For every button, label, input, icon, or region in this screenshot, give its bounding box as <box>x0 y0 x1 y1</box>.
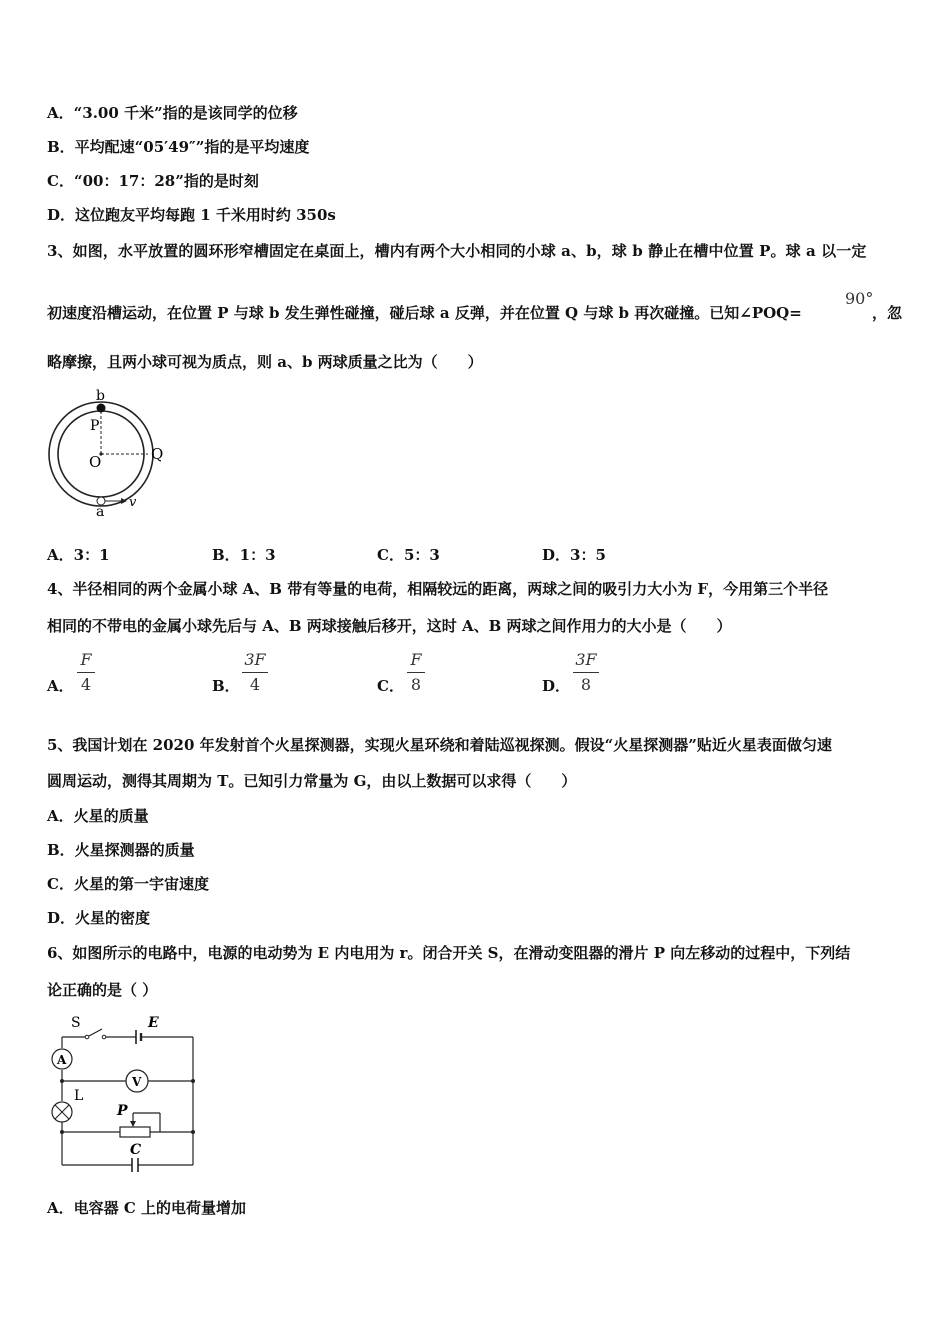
label-p: P <box>90 418 100 434</box>
label-p: P <box>117 1103 128 1119</box>
switch-contact-left <box>85 1035 89 1039</box>
q3-option-c: C．5：3 <box>377 546 440 564</box>
q4-option-b-den: 4 <box>249 675 261 694</box>
q4-option-b-fraction <box>242 650 268 694</box>
label-q: Q <box>151 445 164 463</box>
q4-option-b-label: B． <box>212 677 240 695</box>
node-left-71 <box>60 1079 64 1083</box>
q2-option-b: B．平均配速“05′49″”指的是平均速度 <box>47 138 310 156</box>
q3-stem-line2-tail: ，忽 <box>872 304 903 322</box>
slider-p-arrow <box>130 1121 136 1127</box>
label-s: S <box>71 1015 81 1031</box>
q3-stem-line3: 略摩擦，且两小球可视为质点，则 a、b 两球质量之比为（ ） <box>47 353 483 371</box>
q4-option-a-label: A． <box>47 677 74 695</box>
q4-option-c-fraction <box>407 650 425 694</box>
q6-circuit-figure <box>40 1010 215 1175</box>
q4-stem-line1: 4、半径相同的两个金属小球 A、B 带有等量的电荷，相隔较远的距离，两球之间的吸引力大小为 F，今用第三个半径 <box>47 580 829 598</box>
q4-option-d-label: D． <box>542 677 571 695</box>
q4-option-c-num: F <box>410 650 422 669</box>
q5-option-c: C．火星的第一宇宙速度 <box>47 875 209 893</box>
rheostat <box>120 1127 150 1137</box>
q3-stem-line2 <box>47 302 802 323</box>
q4-option-b-num: 3F <box>244 650 266 669</box>
q4-option-c-den: 8 <box>410 675 422 694</box>
q3-stem-line1: 3、如图，水平放置的圆环形窄槽固定在桌面上，槽内有两个大小相同的小球 a、b，球 b 静止在槽中位置 P。球 a 以一定 <box>47 242 867 260</box>
q3-ring-figure <box>45 385 175 520</box>
q4-option-d-fraction <box>573 650 599 694</box>
q4-stem-line2: 相同的不带电的金属小球先后与 A、B 两球接触后移开，这时 A、B 两球之间作用力的大小是（ ） <box>47 617 732 635</box>
q4-option-c-label: C． <box>377 677 404 695</box>
switch-contact-right <box>102 1035 106 1039</box>
q4-option-d-num: 3F <box>575 650 597 669</box>
q4-option-a-den: 4 <box>80 675 92 694</box>
label-o: O <box>89 453 102 471</box>
label-v: v <box>129 495 137 510</box>
q3-options <box>47 544 907 564</box>
q3-option-a: A．3：1 <box>47 546 110 564</box>
q5-stem-line2: 圆周运动，测得其周期为 T。已知引力常量为 G，由以上数据可以求得（ ） <box>47 772 577 790</box>
q4-option-a-num: F <box>80 650 92 669</box>
q3-option-b: B．1：3 <box>212 546 276 564</box>
q5-option-d: D．火星的密度 <box>47 909 151 927</box>
q4-option-d-den: 8 <box>580 675 592 694</box>
q5-option-a: A．火星的质量 <box>47 807 149 825</box>
q3-stem-line2-text: 初速度沿槽运动，在位置 P 与球 b 发生弹性碰撞，碰后球 a 反弹，并在位置 Q 与球 b 再次碰撞。已知∠POQ= <box>47 304 802 322</box>
ball-b <box>97 404 106 413</box>
label-v: V <box>132 1075 142 1089</box>
q6-stem-line2: 论正确的是（ ） <box>47 981 158 999</box>
label-e: E <box>148 1015 159 1031</box>
q5-stem-line1: 5、我国计划在 2020 年发射首个火星探测器，实现火星环绕和着陆巡视探测。假设“火星探测器”贴近火星表面做匀速 <box>47 736 832 754</box>
q4-option-a-fraction <box>77 650 95 694</box>
q5-option-b: B．火星探测器的质量 <box>47 841 195 859</box>
q6-stem-line1: 6、如图所示的电路中，电源的电动势为 E 内电用为 r。闭合开关 S，在滑动变阻器的滑片 P 向左移动的过程中，下列结 <box>47 944 851 962</box>
q3-option-d: D．3：5 <box>542 546 606 564</box>
q2-option-c: C．“00：17：28”指的是时刻 <box>47 172 259 190</box>
label-a: a <box>96 504 105 520</box>
node-left-122 <box>60 1130 64 1134</box>
label-a: A <box>57 1053 67 1067</box>
q2-option-a: A．“3.00 千米”指的是该同学的位移 <box>47 104 298 122</box>
q6-option-a: A．电容器 C 上的电荷量增加 <box>47 1199 247 1217</box>
label-l: L <box>74 1088 84 1104</box>
q3-angle-value: 90° <box>845 289 874 308</box>
label-c: C <box>130 1142 142 1158</box>
q2-option-d: D．这位跑友平均每跑 1 千米用时约 350s <box>47 206 336 224</box>
node-right-122 <box>191 1130 195 1134</box>
node-right-71 <box>191 1079 195 1083</box>
label-b: b <box>96 388 105 404</box>
q4-options <box>47 648 747 700</box>
switch-s <box>89 1029 102 1036</box>
